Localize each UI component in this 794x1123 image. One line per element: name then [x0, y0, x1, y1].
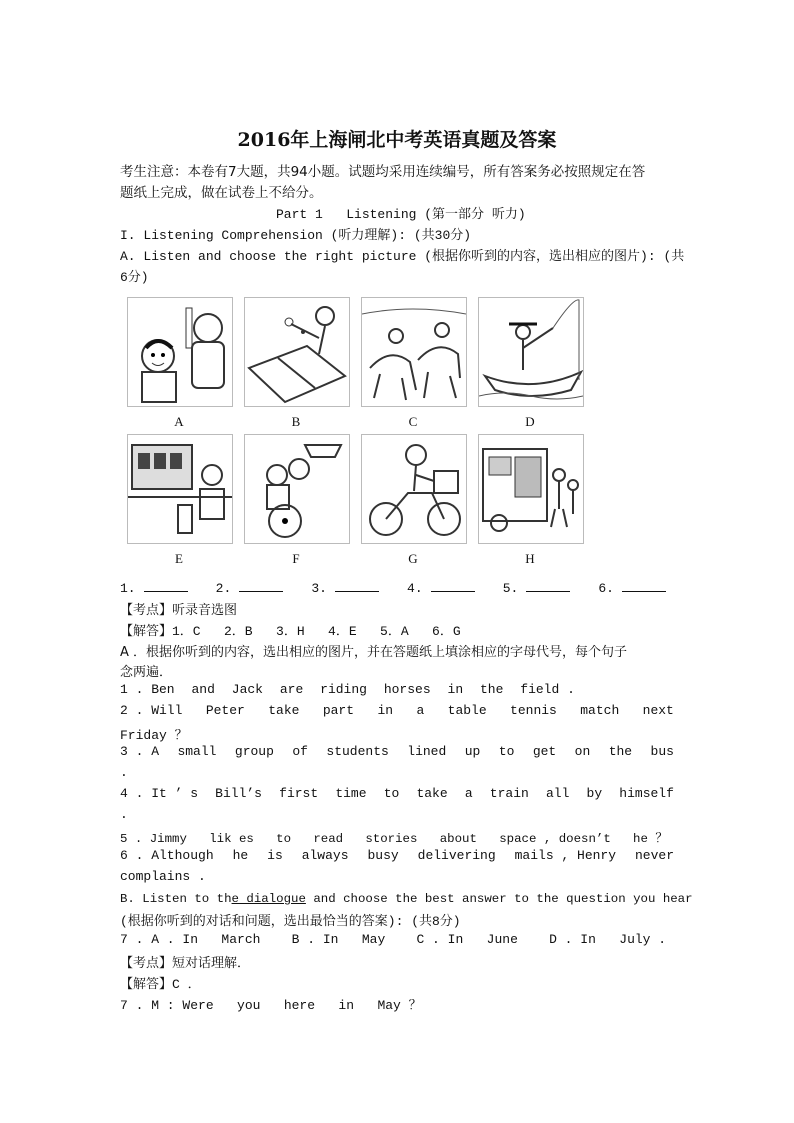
word: never: [634, 848, 674, 863]
picture-boy-and-astronaut: [127, 297, 233, 407]
page-title: 2016年上海闸北中考英语真题及答案: [237, 129, 557, 151]
picture-wheelchair-basketball: [244, 434, 350, 544]
word: lined: [407, 744, 447, 759]
jieda-1: 【解答】1．C 2．B 3．H 4．E 5．A 6．G: [120, 624, 461, 639]
word: small: [177, 744, 217, 759]
word: Peter: [205, 703, 245, 718]
blank-line: [622, 580, 666, 592]
word: he: [232, 848, 249, 863]
blank-line: [335, 580, 379, 592]
jieda-2: 【解答】C ．: [120, 977, 201, 992]
picture-motorbike-delivery: [361, 434, 467, 544]
picture-label: F: [292, 551, 300, 566]
picture-label: D: [525, 414, 535, 429]
word: students: [326, 744, 389, 759]
word: take: [416, 786, 448, 801]
fishing-boat-illustration: [479, 298, 583, 406]
blank-number: 6.: [598, 581, 614, 596]
word: up: [464, 744, 481, 759]
picture-train-traveller: [127, 434, 233, 544]
kaodian-2: 【考点】短对话理解．: [120, 956, 251, 971]
blank-number: 2.: [215, 581, 232, 596]
bus-queue-illustration: [479, 435, 583, 543]
blank-number: 3.: [311, 581, 327, 596]
sentence-3b: .: [120, 765, 128, 780]
question-7-dialog: 7 . M : Were you here in May ？: [120, 998, 422, 1013]
riding-horses-illustration: [362, 298, 466, 406]
sentence-4a: [120, 786, 674, 801]
word: Jack: [231, 682, 263, 697]
word: Bill’s: [215, 786, 262, 801]
picture-label: H: [525, 551, 535, 566]
word: part: [322, 703, 355, 718]
word: by: [586, 786, 603, 801]
picture-riding-horses: [361, 297, 467, 407]
answer-blank[interactable]: [120, 580, 188, 596]
word: 6 . Although: [120, 848, 214, 863]
notice-line-1: 考生注意：本卷有7大题，共94小题。试题均采用连续编号，所有答案务必按照规定在答: [120, 164, 646, 180]
wheelchair-basketball-illustration: [245, 435, 349, 543]
word: match: [580, 703, 620, 718]
section-a-line-2: 6分): [120, 270, 149, 285]
word: bus: [650, 744, 674, 759]
word: 4 . It ’ s: [120, 786, 199, 801]
motorbike-delivery-illustration: [362, 435, 466, 543]
word: get: [532, 744, 557, 759]
word: the: [480, 682, 504, 697]
part-heading: Part 1 Listening (第一部分 听力): [276, 207, 526, 222]
picture-fishing-boat: [478, 297, 584, 407]
picture-label: A: [174, 414, 184, 429]
word: take: [268, 703, 300, 718]
answer-blank[interactable]: [503, 580, 571, 596]
word: tennis: [510, 703, 557, 718]
question-7-options: 7 . A . In March B . In May C . In June D . In July .: [120, 932, 667, 947]
answer-blanks-row: [120, 580, 666, 596]
picture-label: B: [291, 414, 301, 429]
word: himself: [619, 786, 674, 801]
blank-line: [144, 580, 188, 592]
sentence-3a: [120, 744, 674, 759]
picture-label: C: [408, 414, 418, 429]
word: 3 . A: [120, 744, 160, 759]
picture-bus-queue: [478, 434, 584, 544]
word: delivering: [417, 848, 496, 863]
word: all: [545, 786, 570, 801]
word: is: [267, 848, 283, 863]
blank-line: [526, 580, 570, 592]
word: riding: [320, 682, 367, 697]
word: horses: [383, 682, 431, 697]
answer-blank[interactable]: [311, 580, 379, 596]
word: table: [447, 703, 487, 718]
blank-number: 5.: [502, 581, 519, 596]
sentence-4b: .: [120, 807, 128, 822]
word: first: [279, 786, 319, 801]
sentence-2b: Friday ？: [120, 728, 188, 743]
sentence-2a: [120, 703, 674, 718]
explain-line-1: A ．根据你听到的内容，选出相应的图片，并在答题纸上填涂相应的字母代号，每个句子: [120, 645, 628, 660]
word: 1 . Ben: [120, 682, 175, 697]
section-b-line-2: (根据你听到的对话和问题，选出最恰当的答案): (共8分): [120, 914, 461, 929]
word: and: [191, 682, 215, 697]
blank-line: [431, 580, 475, 592]
word: train: [489, 786, 529, 801]
notice-line-2: 题纸上完成，做在试卷上不给分。: [120, 185, 323, 201]
word: busy: [367, 848, 399, 863]
sentence-5: 5 . Jimmy lik es to read stories about space , doesn’t he ？: [120, 832, 668, 846]
word: are: [279, 682, 304, 697]
answer-blank[interactable]: [407, 580, 475, 596]
sentence-6a: [120, 848, 674, 863]
table-tennis-illustration: [245, 298, 349, 406]
word: to: [383, 786, 400, 801]
word: the: [608, 744, 633, 759]
blank-number: 4.: [407, 581, 423, 596]
word: on: [574, 744, 591, 759]
blank-number: 1.: [120, 581, 136, 596]
word: a: [416, 703, 425, 718]
word: of: [292, 744, 308, 759]
blank-line: [239, 580, 283, 592]
train-traveller-illustration: [128, 435, 232, 543]
picture-label: G: [408, 551, 418, 566]
answer-blank[interactable]: [598, 580, 666, 596]
word: a: [464, 786, 473, 801]
word: group: [234, 744, 274, 759]
picture-table-tennis: [244, 297, 350, 407]
section-a-line-1: A. Listen and choose the right picture (根据你听到的内容，选出相应的图片): (共: [120, 249, 685, 264]
word: mails , Henry: [514, 848, 617, 863]
word: 2 . Will: [120, 703, 183, 718]
sentence-6b: complains .: [120, 869, 206, 884]
word: time: [335, 786, 367, 801]
word: field .: [520, 682, 575, 697]
word: next: [642, 703, 674, 718]
boy-and-astronaut-illustration: [128, 298, 232, 406]
explain-line-2: 念两遍．: [120, 665, 173, 680]
section-b-line-1: B. Listen to the dialogue and choose the best answer to the question you hear: [120, 892, 693, 906]
word: always: [301, 848, 349, 863]
word: in: [447, 682, 464, 697]
sentence-1: [120, 682, 575, 697]
kaodian-1: 【考点】听录音选图: [120, 603, 238, 618]
section-i-heading: I. Listening Comprehension (听力理解): (共30分): [120, 228, 472, 243]
word: to: [498, 744, 515, 759]
answer-blank[interactable]: [216, 580, 284, 596]
word: in: [377, 703, 394, 718]
picture-label: E: [175, 551, 183, 566]
